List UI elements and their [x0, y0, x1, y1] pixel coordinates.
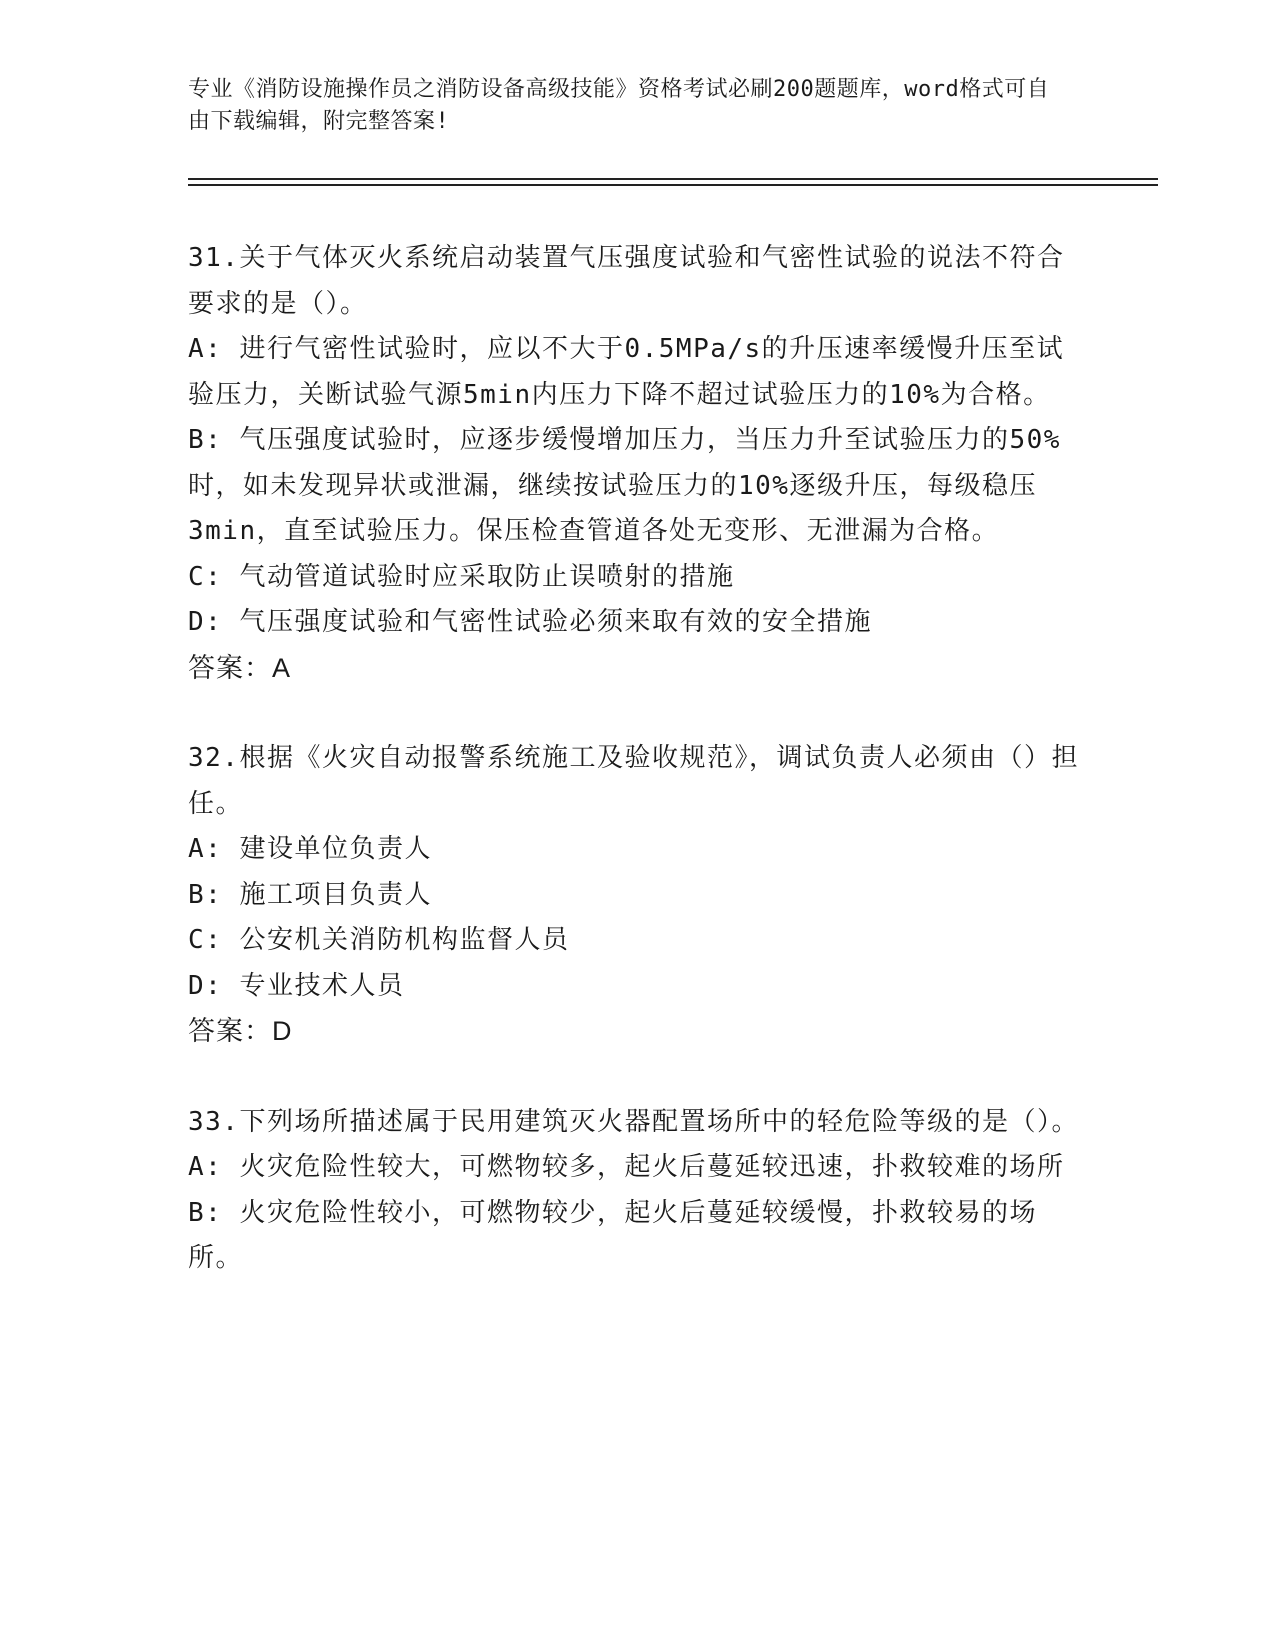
option-d: D: 气压强度试验和气密性试验必须来取有效的安全措施 — [188, 607, 872, 637]
question-33 — [188, 1100, 1088, 1282]
question-stem: 33.下列场所描述属于民用建筑灭火器配置场所中的轻危险等级的是（）。 — [188, 1106, 1079, 1137]
option-a: A: 建设单位负责人 — [188, 834, 432, 864]
question-stem: 31.关于气体灭火系统启动装置气压强度试验和气密性试验的说法不符合要求的是（）。 — [188, 243, 1065, 319]
question-31 — [188, 236, 1088, 691]
header-divider-bottom — [188, 184, 1158, 186]
option-c: C: 气动管道试验时应采取防止误喷射的措施 — [188, 561, 735, 592]
option-b: B: 气压强度试验时，应逐步缓慢增加压力，当压力升至试验压力的50%时，如未发现异状或泄漏，继续按试验压力的10%逐级升压，每级稳压3min，直至试验压力。保压检查管道各处无变形、无泄漏为合格。 — [188, 425, 1061, 546]
header-divider-top — [188, 178, 1158, 180]
option-a: A: 火灾危险性较大，可燃物较多，起火后蔓延较迅速，扑救较难的场所 — [188, 1152, 1065, 1182]
question-stem: 32.根据《火灾自动报警系统施工及验收规范》，调试负责人必须由（）担任。 — [188, 743, 1079, 819]
document-header — [188, 74, 1068, 138]
option-c: C: 公安机关消防机构监督人员 — [188, 925, 570, 955]
option-d: D: 专业技术人员 — [188, 970, 405, 1001]
answer-line: 答案：D — [188, 1016, 293, 1046]
answer-line: 答案：A — [188, 652, 292, 683]
question-32 — [188, 736, 1088, 1055]
option-a: A: 进行气密性试验时，应以不大于0.5MPa/s的升压速率缓慢升压至试验压力，关断试验气源5min内压力下降不超过试验压力的10%为合格。 — [188, 334, 1065, 410]
option-b: B: 施工项目负责人 — [188, 879, 432, 910]
option-b: B: 火灾危险性较小，可燃物较少，起火后蔓延较缓慢，扑救较易的场所。 — [188, 1197, 1037, 1273]
header-text: 专业《消防设施操作员之消防设备高级技能》资格考试必刷200题题库，word格式可自由下载编辑，附完整答案! — [188, 77, 1050, 134]
question-list — [188, 236, 1088, 1327]
